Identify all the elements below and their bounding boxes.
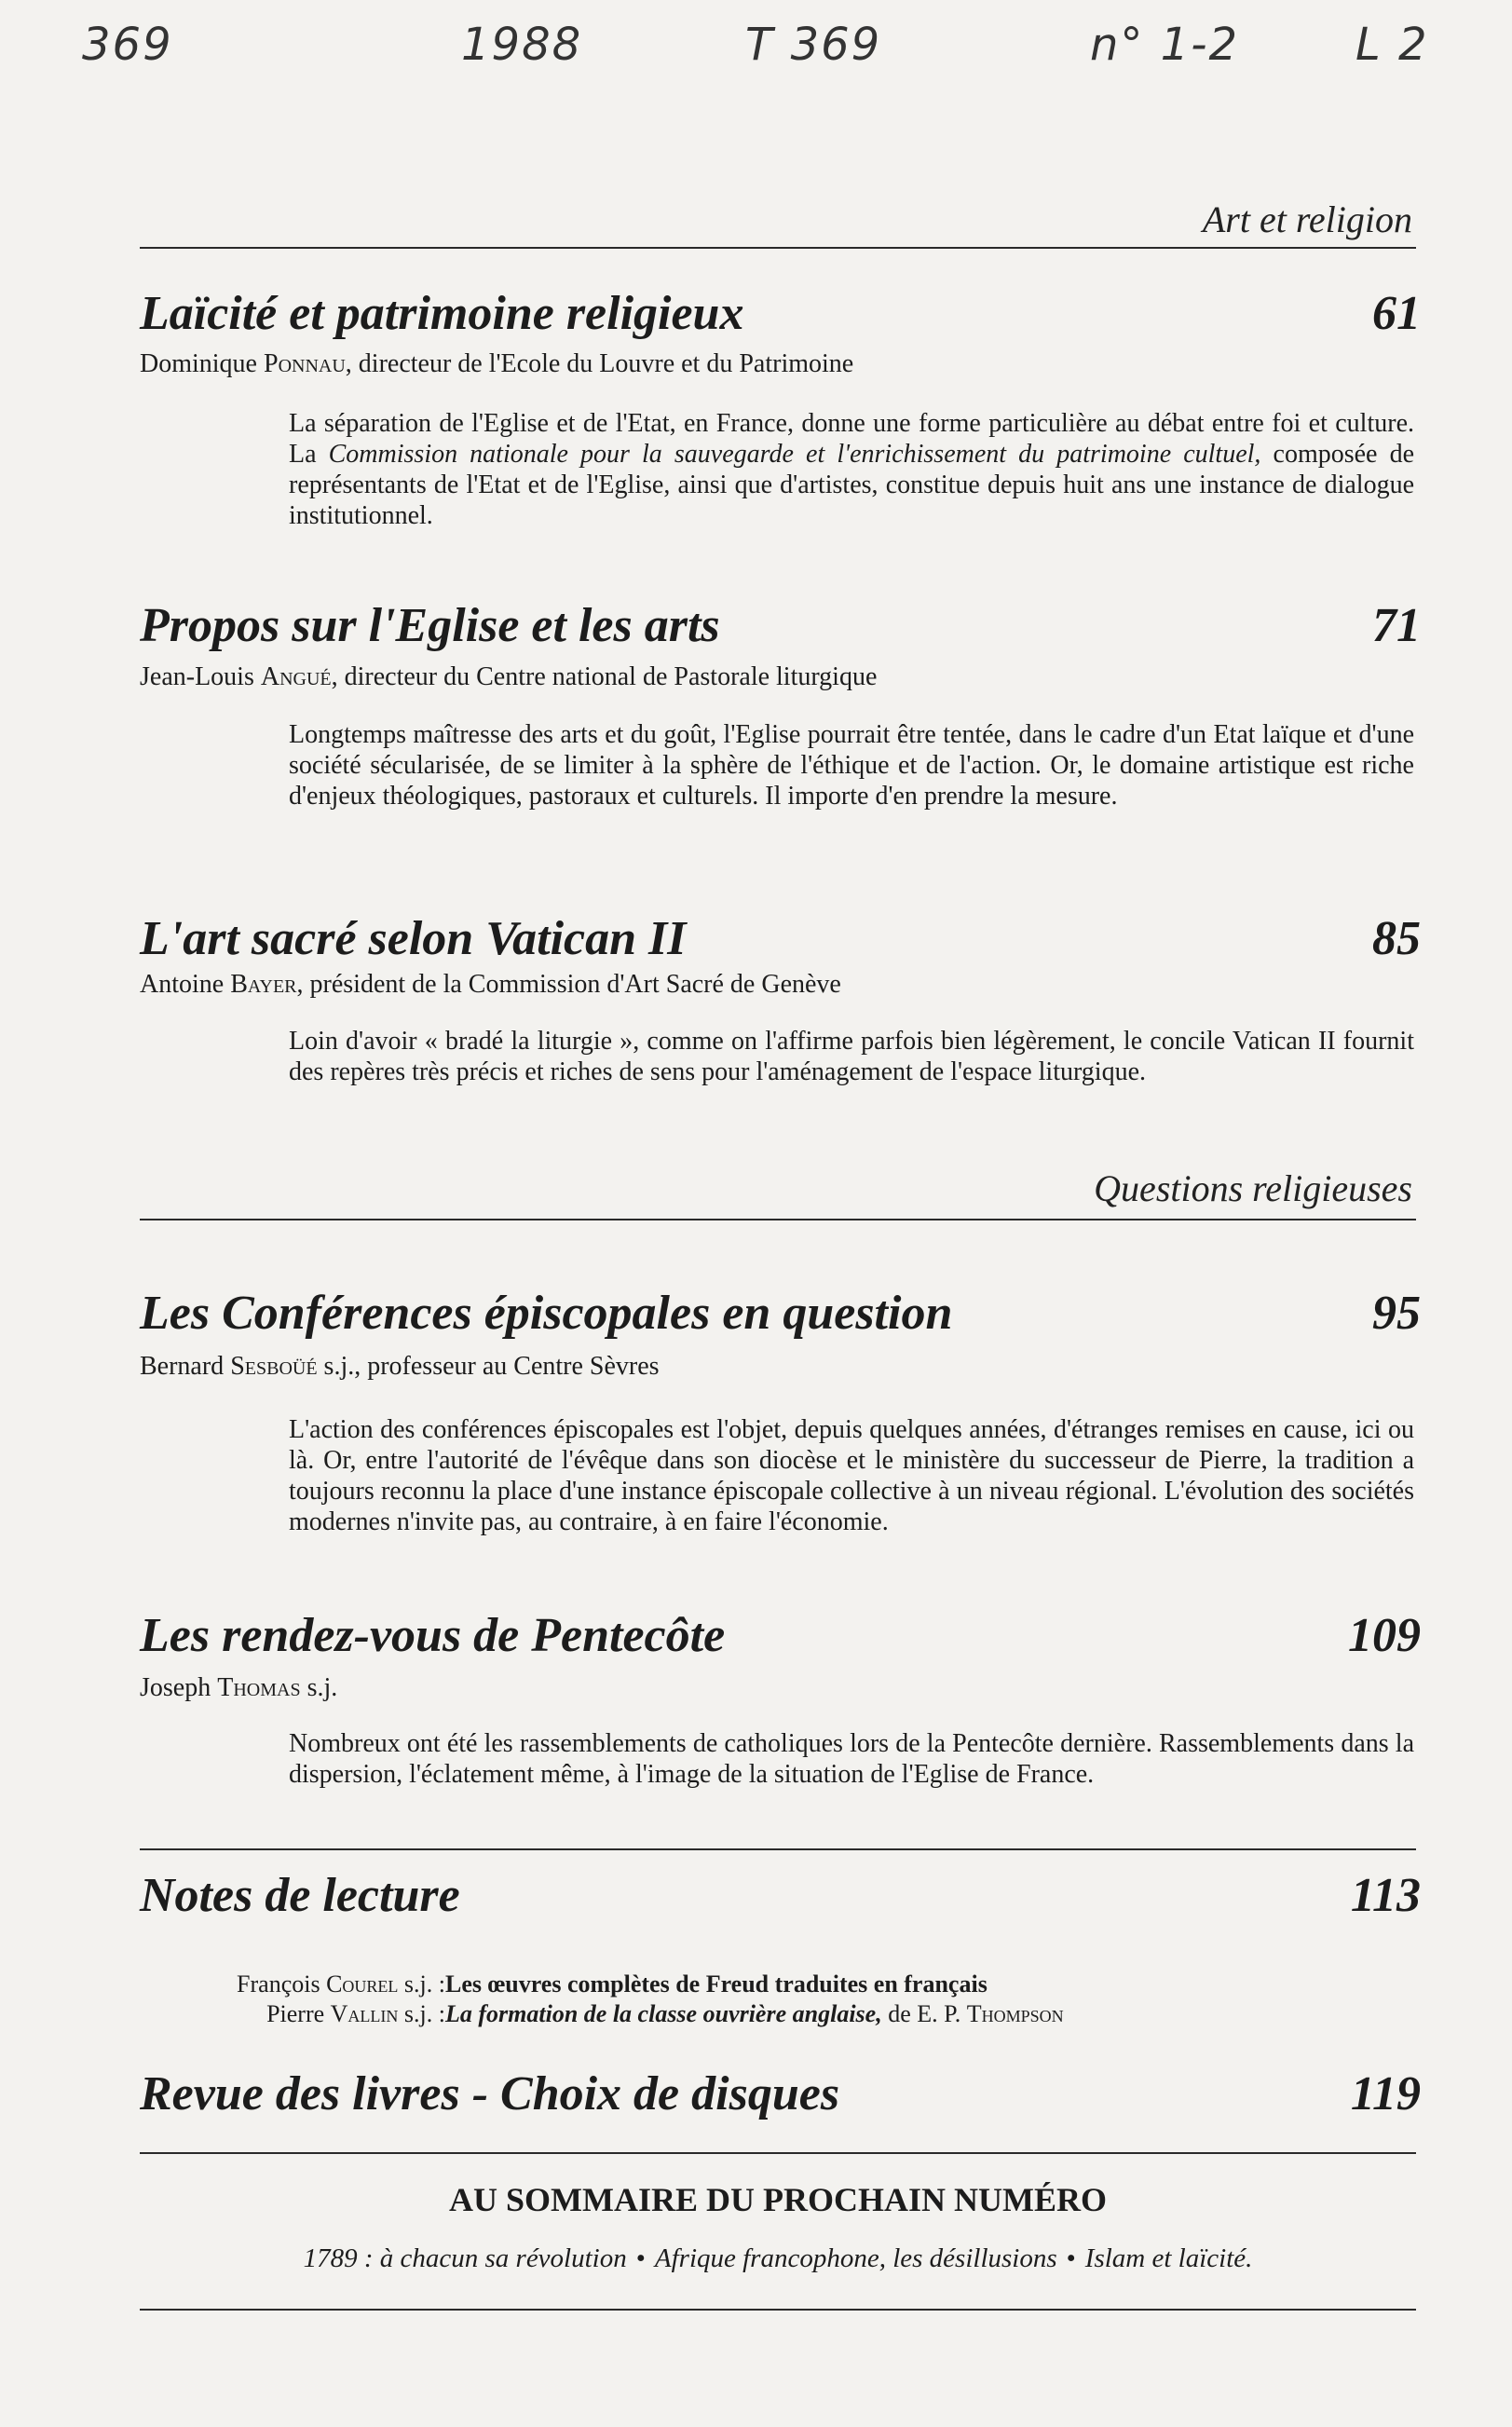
article-abstract: Longtemps maîtresse des arts et du goût, l'Eglise pourrait être tentée, dans le cadre d'un Etat laïque et d'une société sécularisée, de se limiter à la sphère de l'éthique et de l'action. Or, le domaine artistique est riche d'enjeux théologiques, pastoraux et culturels. Il importe d'en prendre la mesure. (289, 720, 1414, 811)
reviews-page-number: 119 (1350, 2067, 1421, 2120)
next-issue-topics (140, 2243, 1416, 2274)
handwritten-note-3: T 369 (745, 19, 882, 71)
article-title[interactable]: Propos sur l'Eglise et les arts (140, 599, 720, 652)
article-title-row[interactable] (140, 284, 1421, 344)
article-abstract: La séparation de l'Eglise et de l'Etat, en France, donne une forme particulière au débat entre foi et culture. La Commission nationale pour la sauvegarde et l'enrichissement du patrimoine cultuel, composée de représentants de l'Etat et de l'Eglise, ainsi que d'artistes, constitue depuis huit ans une instance de dialogue institutionnel. (289, 409, 1414, 530)
next-issue-topic: Islam et laïcité. (1084, 2243, 1253, 2273)
notes-list (140, 1970, 1064, 2029)
section-rule (140, 247, 1416, 249)
article-author: Bernard Sesboüé s.j., professeur au Centre Sèvres (140, 1352, 660, 1381)
article-title[interactable]: Les rendez-vous de Pentecôte (140, 1609, 726, 1662)
notes-entry: François Courel s.j. :Les œuvres complètes de Freud traduites en français (237, 1970, 988, 1998)
article-page-number: 71 (1372, 599, 1421, 652)
article-abstract: Nombreux ont été les rassemblements de catholiques lors de la Pentecôte dernière. Rassemblements dans la dispersion, l'éclatement même, à l'image de la situation de l'Eglise de France. (289, 1729, 1414, 1789)
next-issue-topic: Afrique francophone, les désillusions (654, 2243, 1057, 2273)
handwritten-note-5: L 2 (1355, 19, 1429, 71)
article-author: Joseph Thomas s.j. (140, 1673, 338, 1702)
section-rule (140, 2309, 1416, 2311)
next-issue-heading: AU SOMMAIRE DU PROCHAIN NUMÉRO (449, 2181, 1107, 2218)
article-page-number: 85 (1372, 912, 1421, 965)
article-title-row[interactable] (140, 1606, 1421, 1666)
article-title[interactable]: L'art sacré selon Vatican II (140, 912, 687, 965)
article-page-number: 61 (1372, 287, 1421, 340)
reviews-title-row[interactable] (140, 2065, 1421, 2124)
bullet-separator: • (635, 2243, 646, 2273)
article-title[interactable]: Laïcité et patrimoine religieux (140, 287, 744, 340)
section-rule (140, 1219, 1416, 1220)
section-rule (140, 2152, 1416, 2154)
notes-entry: Pierre Vallin s.j. :La formation de la classe ouvrière anglaise, de E. P. Thompson (266, 2000, 1064, 2027)
handwritten-note-2: 1988 (461, 19, 583, 71)
article-page-number: 109 (1348, 1609, 1421, 1662)
bullet-separator: • (1066, 2243, 1076, 2273)
article-author: Jean-Louis Angué, directeur du Centre national de Pastorale liturgique (140, 662, 878, 691)
handwritten-note-4: n° 1-2 (1090, 19, 1240, 71)
notes-title[interactable]: Notes de lecture (140, 1869, 460, 1922)
section-rule (140, 1848, 1416, 1850)
article-title-row[interactable] (140, 1284, 1421, 1343)
section-heading-questions: Questions religieuses (1094, 1167, 1412, 1209)
article-title[interactable]: Les Conférences épiscopales en question (140, 1287, 953, 1340)
notes-title-row[interactable] (140, 1866, 1421, 1926)
article-author: Antoine Bayer, président de la Commission d'Art Sacré de Genève (140, 970, 841, 999)
section-heading-art-religion: Art et religion (1202, 198, 1412, 240)
article-author: Dominique Ponnau, directeur de l'Ecole du Louvre et du Patrimoine (140, 349, 854, 378)
notes-page-number: 113 (1350, 1869, 1421, 1922)
next-issue-topic: 1789 : à chacun sa révolution (303, 2243, 627, 2273)
reviews-title[interactable]: Revue des livres - Choix de disques (140, 2067, 840, 2120)
article-abstract: Loin d'avoir « bradé la liturgie », comme on l'affirme parfois bien légèrement, le concile Vatican II fournit des repères très précis et riches de sens pour l'aménagement de l'espace liturgique. (289, 1027, 1414, 1086)
article-page-number: 95 (1372, 1287, 1421, 1340)
article-abstract: L'action des conférences épiscopales est l'objet, depuis quelques années, d'étranges remises en cause, ici ou là. Or, entre l'autorité de l'évêque dans son diocèse et le ministère du successeur de Pierre, la tradition a toujours reconnu la place d'une instance épiscopale collective à un niveau régional. L'évolution des sociétés modernes n'invite pas, au contraire, à en faire l'économie. (289, 1415, 1414, 1536)
article-title-row[interactable] (140, 909, 1421, 969)
handwritten-note-1: 369 (82, 19, 173, 71)
article-title-row[interactable] (140, 596, 1421, 656)
